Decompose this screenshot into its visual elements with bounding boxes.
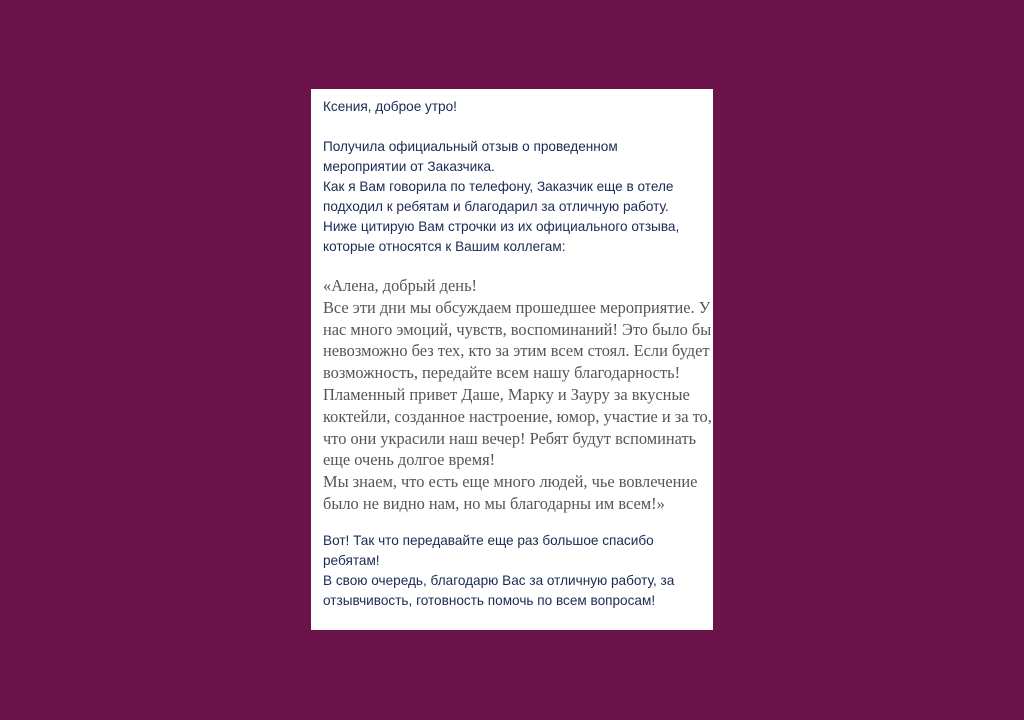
closing-line: Вот! Так что передавайте еще раз большое спасибо (323, 532, 654, 548)
intro-line: Ниже цитирую Вам строчки из их официального отзыва, (323, 219, 680, 234)
spacer (323, 117, 703, 137)
quote-line: нас много эмоций, чувств, воспоминаний! Это было бы (323, 319, 712, 339)
customer-review-quote (323, 275, 712, 515)
quote-line: коктейли, созданное настроение, юмор, участие и за то, (323, 406, 712, 426)
intro-line: мероприятии от Заказчика. (323, 159, 495, 174)
intro-line: которые относятся к Вашим коллегам: (323, 239, 566, 254)
intro-line: подходил к ребятам и благодарил за отличную работу. (323, 199, 669, 214)
quote-line: невозможно без тех, кто за этим всем стоял. Если будет (323, 341, 710, 361)
quote-line: что они украсили наш вечер! Ребят будут вспоминать (323, 428, 697, 448)
letter-greeting (323, 97, 703, 117)
quote-line: «Алена, добрый день! (323, 276, 477, 295)
closing-line: В свою очередь, благодарю Вас за отличную работу, за (323, 572, 675, 588)
closing-line: ребятам! (323, 552, 380, 568)
quote-line: Все эти дни мы обсуждаем прошедшее мероприятие. У (323, 297, 711, 317)
greeting-line: Ксения, доброе утро! (323, 99, 457, 114)
quote-line: возможность, передайте всем нашу благодарность! (323, 363, 681, 383)
closing-line: отзывчивость, готовность помочь по всем вопросам! (323, 592, 656, 608)
quote-line: еще очень долгое время! (323, 450, 496, 470)
intro-line: Как я Вам говорила по телефону, Заказчик еще в отеле (323, 179, 674, 194)
letter-closing (323, 531, 703, 611)
spacer (323, 257, 703, 275)
quote-line: Мы знаем, что есть еще много людей, чье вовлечение (323, 472, 698, 492)
letter-card (311, 89, 713, 630)
quote-line: Пламенный привет Даше, Марку и Зауру за вкусные (323, 384, 690, 404)
spacer (323, 515, 703, 531)
quote-line: было не видно нам, но мы благодарны им всем!» (323, 493, 665, 513)
intro-line: Получила официальный отзыв о проведенном (323, 139, 618, 154)
letter-intro (323, 137, 703, 257)
